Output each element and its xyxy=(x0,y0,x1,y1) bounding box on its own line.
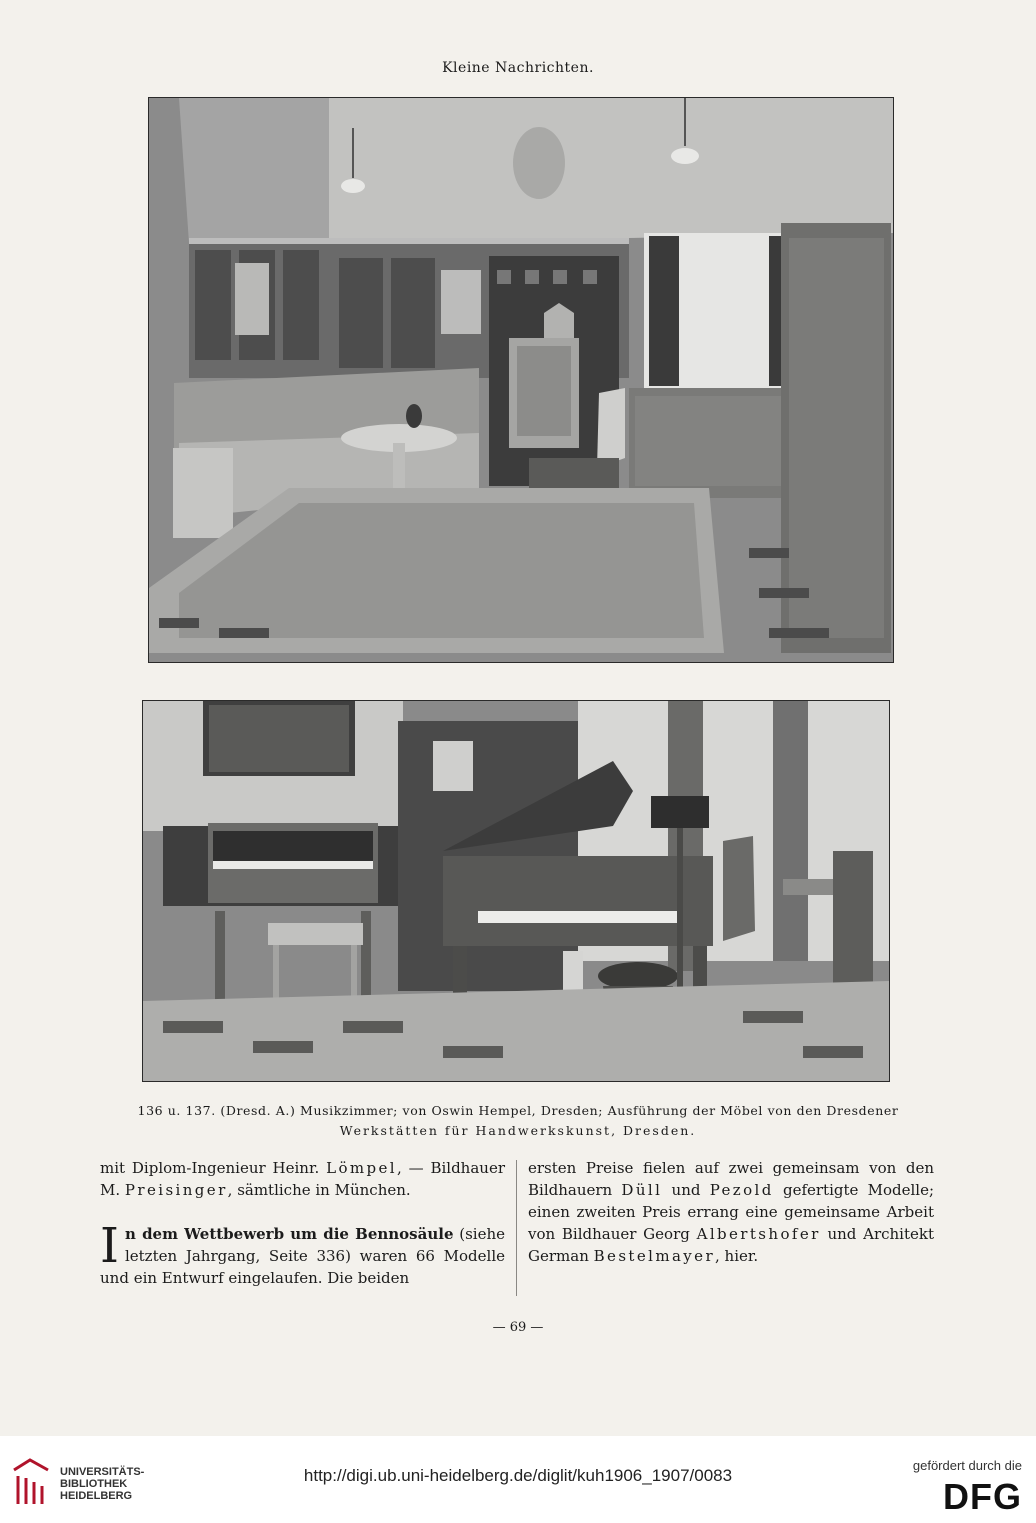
right-column xyxy=(528,1157,934,1267)
music-room-corner-illustration xyxy=(149,98,893,662)
left-paragraph-1: mit Diplom-Ingenieur Heinr. Lömpel, — Bildhauer M. Preisinger, sämtliche in München. xyxy=(100,1159,505,1199)
running-head: Kleine Nachrichten. xyxy=(442,60,594,76)
figure-caption xyxy=(110,1101,926,1141)
sponsor-label: gefördert durch die xyxy=(912,1458,1022,1473)
dfg-logo: DFG xyxy=(943,1476,1022,1517)
viewer-footer xyxy=(0,1436,1036,1523)
left-column xyxy=(100,1157,505,1289)
caption-line-2: Werkstätten für Handwerkskunst, Dresden. xyxy=(339,1123,697,1138)
left-paragraph-2: In dem Wettbewerb um die Bennosäule (siehe letzten Jahrgang, Seite 336) waren 66 Modelle und ein Entwurf eingelaufen. Die beiden xyxy=(100,1218,505,1287)
page-number: — 69 — xyxy=(492,1320,544,1335)
permalink-url[interactable]: http://digi.ub.uni-heidelberg.de/diglit/kuh1906_1907/0083 xyxy=(303,1466,733,1485)
music-room-piano-photo xyxy=(142,700,890,1082)
caption-line-1: 136 u. 137. (Dresd. A.) Musikzimmer; von Oswin Hempel, Dresden; Ausführung der Möbel von den Dresdener xyxy=(137,1103,899,1118)
right-paragraph: ersten Preise fielen auf zwei gemeinsam von den Bildhauern Düll und Pezold gefertigte Modelle; einen zweiten Preis errang eine gemeinsame Arbeit von Bildhauer Georg Albertshofer und Architekt German Bestelmayer, hier. xyxy=(528,1159,934,1265)
music-room-piano-illustration xyxy=(143,701,889,1081)
university-library-name: UNIVERSITÄTS- BIBLIOTHEK HEIDELBERG xyxy=(60,1466,145,1502)
drop-cap: I xyxy=(100,1218,119,1274)
music-room-corner-photo xyxy=(148,97,894,663)
column-divider xyxy=(516,1160,517,1296)
